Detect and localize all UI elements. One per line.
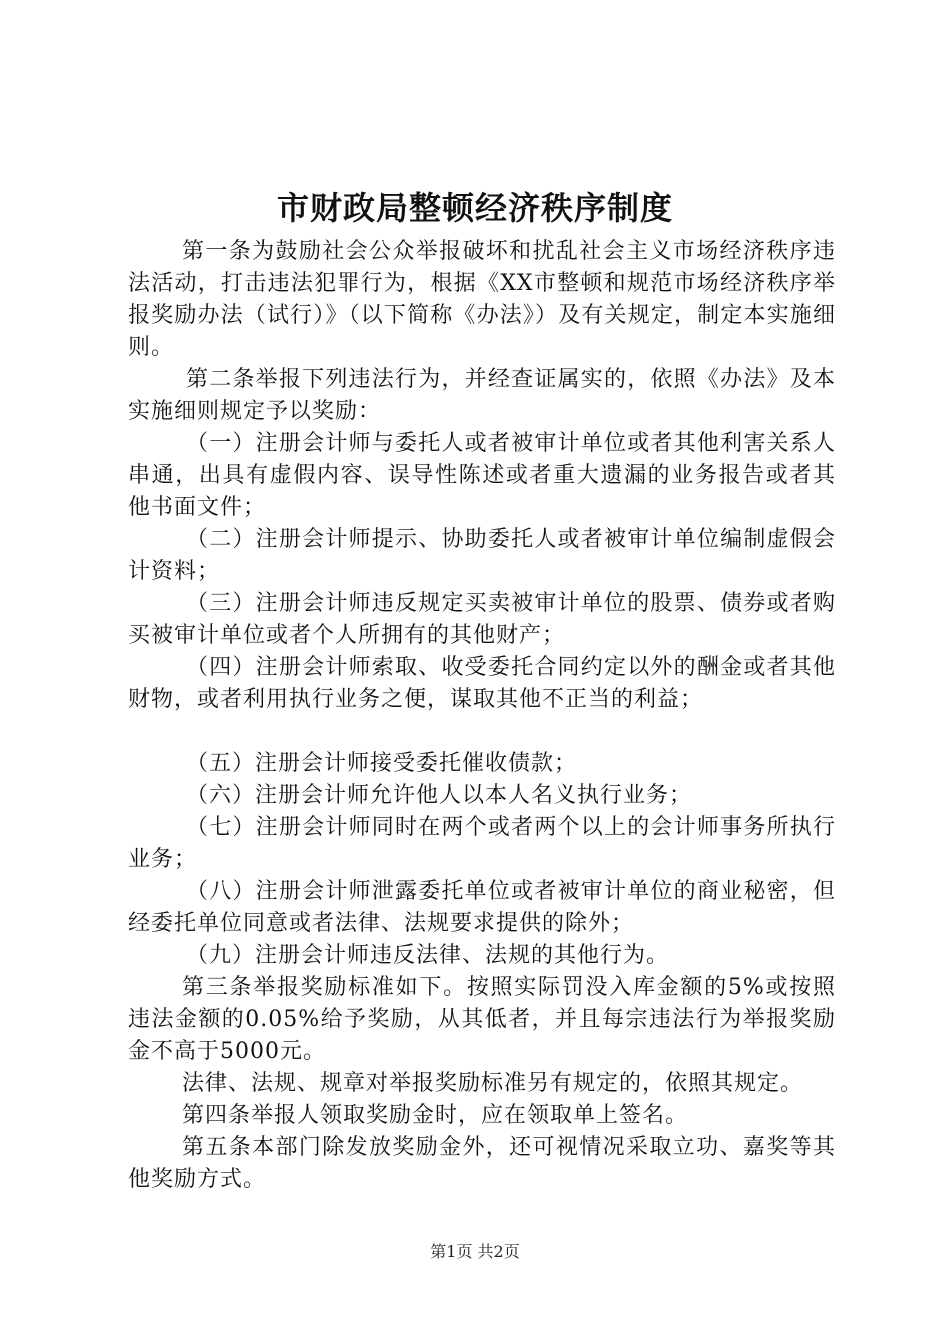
item-6-paragraph: （六）注册会计师允许他人以本人名义执行业务； — [186, 783, 693, 808]
article-3-supplement-paragraph: 法律、法规、规章对举报奖励标准另有规定的，依照其规定。 — [182, 1071, 804, 1096]
item-1-paragraph: （一）注册会计师与委托人或者被审计单位或者其他利害关系人串通，出具有虚假内容、误导性陈述或者重大遗漏的业务报告或者其他书面文件； — [128, 431, 836, 520]
article-2-paragraph: 第二条举报下列违法行为，并经查证属实的，依照《办法》及本实施细则规定予以奖励： — [128, 367, 836, 424]
document-body — [128, 236, 836, 1196]
article-3-paragraph: 第三条举报奖励标准如下。按照实际罚没入库金额的5%或按照违法金额的0.05%给予奖励，从其低者，并且每宗违法行为举报奖励金不高于5000元。 — [128, 975, 836, 1064]
article-5-paragraph: 第五条本部门除发放奖励金外，还可视情况采取立功、嘉奖等其他奖励方式。 — [128, 1135, 836, 1192]
document-title: 市财政局整顿经济秩序制度 — [276, 189, 673, 227]
item-4-paragraph: （四）注册会计师索取、收受委托合同约定以外的酬金或者其他财物，或者利用执行业务之便，谋取其他不正当的利益； — [128, 655, 836, 712]
item-3-paragraph: （三）注册会计师违反规定买卖被审计单位的股票、债券或者购买被审计单位或者个人所拥有的其他财产； — [128, 591, 836, 648]
item-7-paragraph: （七）注册会计师同时在两个或者两个以上的会计师事务所执行业务； — [128, 815, 836, 872]
item-9-paragraph: （九）注册会计师违反法律、法规的其他行为。 — [186, 943, 670, 968]
article-1-paragraph: 第一条为鼓励社会公众举报破坏和扰乱社会主义市场经济秩序违法活动，打击违法犯罪行为，根据《XX市整顿和规范市场经济秩序举报奖励办法（试行）》（以下简称《办法》）及有关规定，制定本实施细则。 — [128, 239, 836, 360]
page-number-footer: 第1页 共2页 — [430, 1242, 520, 1261]
item-2-paragraph: （二）注册会计师提示、协助委托人或者被审计单位编制虚假会计资料； — [128, 527, 836, 584]
item-8-paragraph: （八）注册会计师泄露委托单位或者被审计单位的商业秘密，但经委托单位同意或者法律、法规要求提供的除外； — [128, 879, 836, 936]
item-5-paragraph: （五）注册会计师接受委托催收债款； — [186, 751, 578, 776]
article-4-paragraph: 第四条举报人领取奖励金时，应在领取单上签名。 — [182, 1103, 689, 1128]
